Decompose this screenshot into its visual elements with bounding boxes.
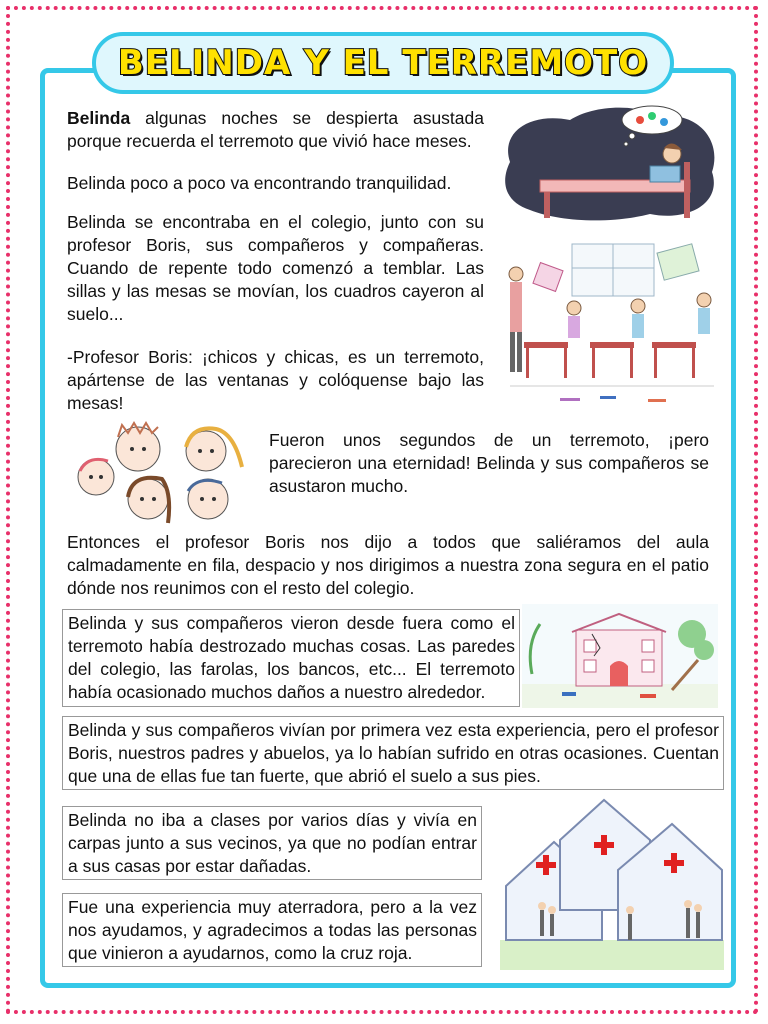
paragraph-1 bbox=[67, 107, 484, 153]
paragraph-4: -Profesor Boris: ¡chicos y chicas, es un terremoto, apártense de las ventanas y colóquense bajo las mesas! bbox=[67, 347, 484, 413]
classroom-illustration bbox=[500, 238, 722, 408]
paragraph-6: Entonces el profesor Boris nos dijo a todos que saliéramos del aula calmadamente en fila, despacio y nos dirigimos a nuestra zona segura en el patio dónde nos reunimos con el resto del colegio. bbox=[67, 532, 709, 598]
paragraph-8: Belinda y sus compañeros vivían por primera vez esta experiencia, pero el profesor Boris, nuestros padres y abuelos, ya lo habían sufrido en otras ocasiones. Cuentan que una de ellas fue tan fuerte, que abrió el suelo a sus pies. bbox=[62, 716, 724, 790]
paragraph-10: Fue una experiencia muy aterradora, pero a la vez nos ayudamos, y agradecimos a todas las personas que vinieron a ayudarnos, como la cruz roja. bbox=[62, 893, 482, 967]
page-title: BELINDA Y EL TERREMOTO bbox=[117, 43, 649, 83]
paragraph-1-text: algunas noches se despierta asustada porque recuerda el terremoto que vivió hace meses. bbox=[67, 108, 484, 151]
paragraph-9: Belinda no iba a clases por varios días y vivía en carpas junto a sus vecinos, ya que no podían entrar a sus casas por estar dañadas. bbox=[62, 806, 482, 880]
scared-faces-illustration bbox=[72, 419, 250, 531]
red-cross-tents-illustration bbox=[500, 790, 724, 970]
paragraph-7: Belinda y sus compañeros vieron desde fuera como el terremoto había destrozado muchas cosas. Las paredes del colegio, las farolas, los bancos, etc... El terremoto había ocasionado muchos daños a nuestro alrededor. bbox=[62, 609, 520, 707]
paragraph-3: Belinda se encontraba en el colegio, junto con su profesor Boris, sus compañeros y compañeras. Cuando de repente todo comenzó a temblar. Las sillas y las mesas se movían, los cuadros cayeron al suelo... bbox=[67, 212, 484, 324]
paragraph-5: Fueron unos segundos de un terremoto, ¡pero parecieron una eternidad! Belinda y sus compañeros se asustaron mucho. bbox=[269, 430, 709, 496]
paragraph-1-name: Belinda bbox=[67, 108, 131, 128]
bed-dream-illustration bbox=[500, 102, 722, 224]
damaged-school-illustration bbox=[522, 604, 718, 708]
title-banner bbox=[92, 32, 674, 94]
paragraph-2: Belinda poco a poco va encontrando tranquilidad. bbox=[67, 173, 452, 193]
